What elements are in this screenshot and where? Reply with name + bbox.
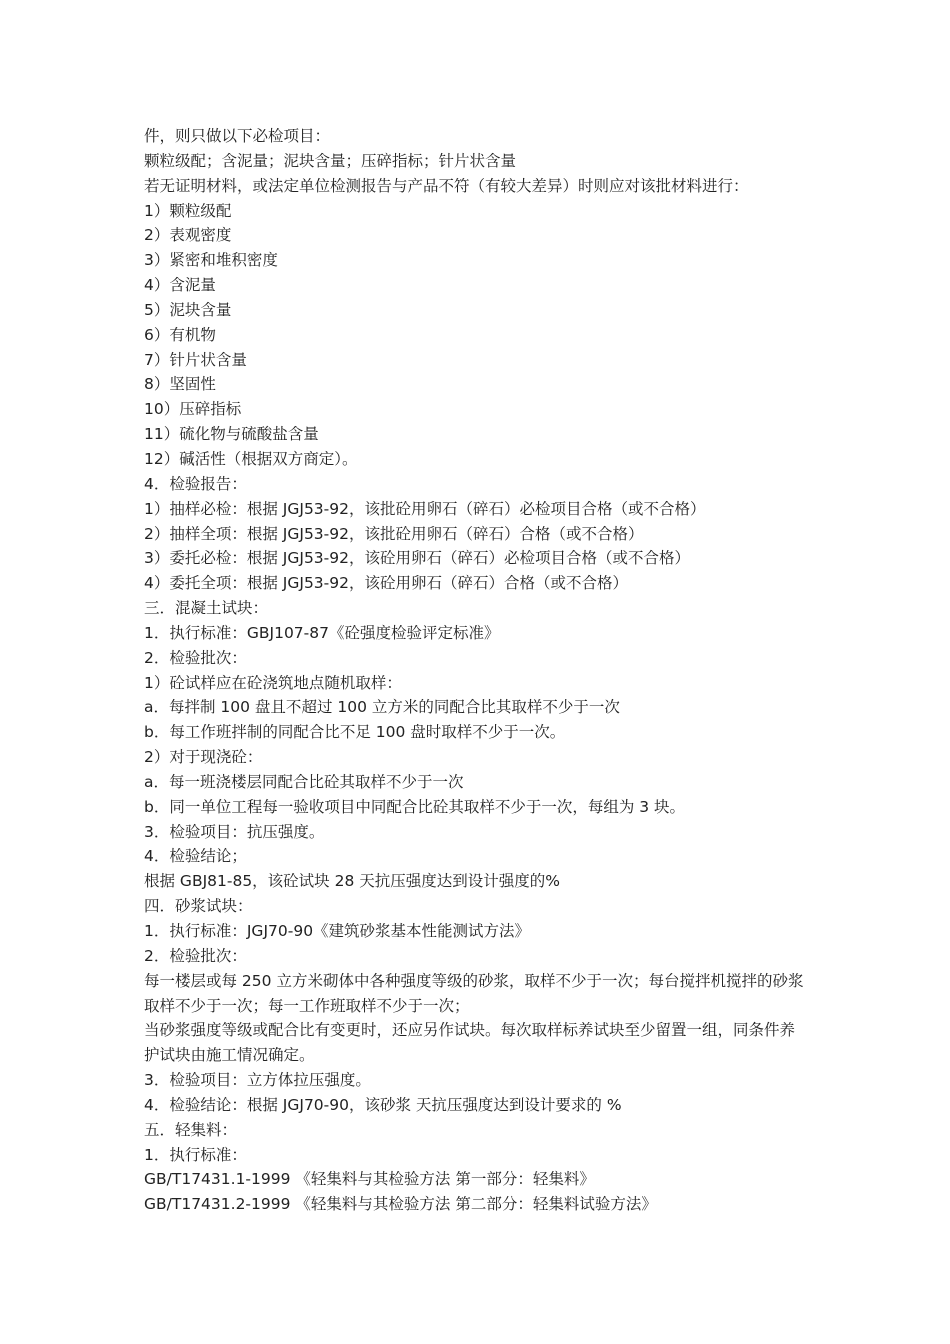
list-item: 2）抽样全项：根据 JGJ53-92，该批砼用卵石（碎石）合格（或不合格） (144, 524, 644, 543)
list-item: 11）硫化物与硫酸盐含量 (144, 425, 319, 444)
list-item: 7）针片状含量 (144, 350, 247, 369)
standard-reference: GB/T17431.1-1999 《轻集料与其检验方法 第一部分：轻集料》 (144, 1170, 595, 1189)
list-item: a．每一班浇楼层同配合比砼其取样不少于一次 (144, 772, 464, 791)
standard-reference: GB/T17431.2-1999 《轻集料与其检验方法 第二部分：轻集料试验方法》 (144, 1195, 657, 1214)
text-line: 根据 GBJ81-85，该砼试块 28 天抗压强度达到设计强度的% (144, 872, 560, 891)
list-item: 10）压碎指标 (144, 400, 242, 419)
section-heading: 4．检验报告： (144, 474, 247, 493)
list-item: 8）坚固性 (144, 375, 216, 394)
list-item: 2）表观密度 (144, 226, 232, 245)
list-item: 1）颗粒级配 (144, 201, 232, 220)
list-item: 2）对于现浇砼： (144, 748, 263, 767)
text-paragraph: 每一楼层或每 250 立方米砌体中各种强度等级的砂浆，取样不少于一次；每台搅拌机搅拌的砂浆取样不少于一次；每一工作班取样不少于一次； (144, 971, 804, 1015)
list-item: 3）紧密和堆积密度 (144, 251, 278, 270)
text-line: 件，则只做以下必检项目： (144, 127, 331, 145)
section-heading: 四．砂浆试块： (144, 897, 253, 916)
section-heading: 2．检验批次： (144, 946, 247, 965)
list-item: 6）有机物 (144, 325, 216, 344)
list-item: 4）含泥量 (144, 276, 216, 295)
list-item: b．同一单位工程每一验收项目中同配合比砼其取样不少于一次，每组为 3 块。 (144, 797, 686, 816)
list-item: b．每工作班拌制的同配合比不足 100 盘时取样不少于一次。 (144, 723, 566, 742)
section-heading: 1．执行标准： (144, 1145, 247, 1164)
section-heading: 三．混凝土试块： (144, 599, 269, 618)
document-body (144, 124, 810, 1217)
text-line: 3．检验项目：立方体拉压强度。 (144, 1071, 371, 1090)
text-paragraph: 当砂浆强度等级或配合比有变更时，还应另作试块。每次取样标养试块至少留置一组，同条件养护试块由施工情况确定。 (144, 1021, 796, 1065)
section-heading: 2．检验批次： (144, 648, 247, 667)
text-line: 1．执行标准：GBJ107-87《砼强度检验评定标准》 (144, 623, 500, 642)
text-line: 3．检验项目：抗压强度。 (144, 822, 325, 841)
text-line: 4．检验结论：根据 JGJ70-90，该砂浆 天抗压强度达到设计要求的 % (144, 1095, 622, 1114)
list-item: a．每拌制 100 盘且不超过 100 立方米的同配合比其取样不少于一次 (144, 698, 620, 717)
section-heading: 五．轻集料： (144, 1120, 238, 1139)
list-item: 1）抽样必检：根据 JGJ53-92，该批砼用卵石（碎石）必检项目合格（或不合格） (144, 499, 706, 518)
text-line: 颗粒级配；含泥量；泥块含量；压碎指标；针片状含量 (144, 151, 517, 170)
text-line: 1．执行标准：JGJ70-90《建筑砂浆基本性能测试方法》 (144, 922, 531, 940)
section-heading: 4．检验结论； (144, 847, 247, 866)
list-item: 5）泥块含量 (144, 300, 232, 319)
text-line: 若无证明材料，或法定单位检测报告与产品不符（有较大差异）时则应对该批材料进行： (144, 176, 749, 195)
list-item: 1）砼试样应在砼浇筑地点随机取样： (144, 673, 402, 692)
list-item: 3）委托必检：根据 JGJ53-92，该砼用卵石（碎石）必检项目合格（或不合格） (144, 549, 690, 568)
list-item: 4）委托全项：根据 JGJ53-92，该砼用卵石（碎石）合格（或不合格） (144, 574, 628, 593)
list-item: 12）碱活性（根据双方商定）。 (144, 449, 358, 468)
